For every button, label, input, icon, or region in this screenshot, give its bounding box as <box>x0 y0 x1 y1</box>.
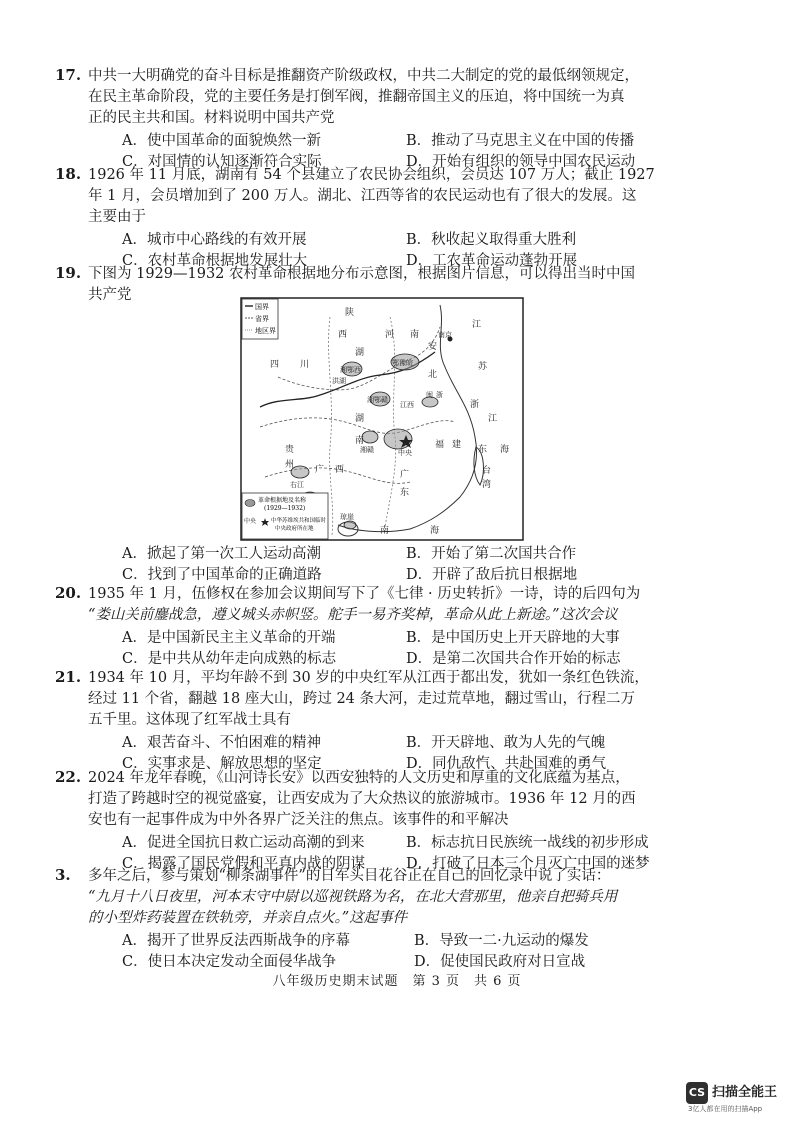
option-b: B．导致一二·九运动的爆发 <box>414 933 589 949</box>
option-c: C．使日本决定发动全面侵华战争 <box>122 954 337 970</box>
map-label: 福 <box>435 440 445 450</box>
question-22 <box>55 768 688 873</box>
map-label: 四 <box>270 360 280 370</box>
question-21 <box>55 668 688 773</box>
legend-country-border: 国界 <box>255 303 269 311</box>
question-text-line: “九月十八日夜里，河本末守中尉以巡视铁路为名，在北大营那里，他亲自把骑兵用 <box>88 889 618 905</box>
option-row <box>88 731 688 752</box>
option-b: B．推动了马克思主义在中国的传播 <box>406 133 635 149</box>
map-label: 南 <box>410 330 420 340</box>
map-label: 广 <box>400 470 410 480</box>
option-row <box>88 950 688 971</box>
base-label: 右江 <box>290 481 304 489</box>
question-text-line: 1935 年 1 月，伍修权在参加会议期间写下了《七律 · 历史转折》一诗，诗的后四句为 <box>88 586 641 602</box>
base-label: 湘鄂赣 <box>367 396 388 404</box>
question-text-line: 共产党 <box>88 287 132 303</box>
option-b: B．是中国历史上开天辟地的大事 <box>406 630 620 646</box>
question-23 <box>55 866 688 971</box>
question-text-line: 1926 年 11 月底，湖南有 54 个县建立了农民协会组织，会员达 107 万人；截止 1927 <box>88 167 655 183</box>
legend-base-title: 革命根据地及名称 <box>258 497 307 504</box>
question-number: 3. <box>55 866 71 884</box>
map-label: 建 <box>452 440 462 450</box>
option-b: B．标志抗日民族统一战线的初步形成 <box>406 835 649 851</box>
option-a: A．是中国新民主主义革命的开端 <box>122 630 336 646</box>
base-label: 洪湖 <box>332 377 346 385</box>
question-number: 21. <box>55 668 82 686</box>
map-label: 广 <box>315 465 325 475</box>
legend-base-years: (1929—1932) <box>264 505 306 512</box>
question-text-line: 多年之后，参与策划“柳条湖事件”的日军头目花谷正在自己的回忆录中说了实话： <box>88 868 611 884</box>
question-19-options <box>88 542 688 584</box>
base-label: 江西 <box>400 401 414 409</box>
map-label: 陕 <box>345 308 355 318</box>
question-text-line: 经过 11 个省，翻越 18 座大山，跨过 24 条大河，走过荒草地，翻过雪山，行程二万 <box>88 691 636 707</box>
question-text-line: “娄山关前鏖战急，遵义城头赤帜竖。舵手一易齐奖棹，革命从此上新途。”这次会议 <box>88 607 618 623</box>
legend-central-note-1: 中华苏维埃共和国临时 <box>271 518 327 524</box>
question-text-line: 正的民主共和国。材料说明中国共产党 <box>88 110 335 126</box>
map-label: 海 <box>500 445 510 455</box>
map-label: 湖 <box>355 348 365 358</box>
map-label: 北 <box>428 370 438 380</box>
map-label: 海 <box>430 526 440 536</box>
option-d: D．促使国民政府对日宣战 <box>414 954 586 970</box>
base-area-xianggan <box>362 431 378 443</box>
map-label: 西 <box>335 465 345 475</box>
revolutionary-base-map <box>240 297 524 541</box>
legend-region-border: 地区界 <box>255 327 276 335</box>
camscanner-logo-icon: CS <box>686 1082 708 1104</box>
option-c: C．对国情的认知逐渐符合实际 <box>122 154 322 170</box>
question-text-line: 1934 年 10 月，平均年龄不到 30 岁的中央红军从江西于都出发，犹如一条红色铁流， <box>88 670 649 686</box>
question-text-line: 年 1 月，会员增加到了 200 万人。湖北、江西等省的农民运动也有了很大的发展。这 <box>88 188 637 204</box>
question-number: 19. <box>55 264 82 282</box>
map-label: 川 <box>300 360 310 370</box>
option-row <box>88 542 688 563</box>
map-label: 州 <box>285 460 295 470</box>
option-d: D．打破了日本三个月灭亡中国的迷梦 <box>406 856 650 872</box>
map-label: 江 <box>488 414 498 424</box>
option-row <box>88 626 688 647</box>
option-c: C．是中共从幼年走向成熟的标志 <box>122 651 337 667</box>
option-d: D．开始有组织的领导中国农民运动 <box>406 154 636 170</box>
question-text-line: 中共一大明确党的奋斗目标是推翻资产阶级政权，中共二大制定的党的最低纲领规定， <box>88 68 639 84</box>
base-area-qiongya <box>344 521 356 529</box>
option-d: D．开辟了敌后抗日根据地 <box>406 567 578 583</box>
base-label: 琼崖 <box>340 513 354 521</box>
base-label: 闽 <box>426 391 433 399</box>
map-label: 贵 <box>285 445 295 455</box>
map-label: 浙 <box>470 400 480 410</box>
question-number: 20. <box>55 584 82 602</box>
question-text-line: 主要由于 <box>88 209 146 225</box>
option-c: C．揭露了国民党假和平真内战的阴谋 <box>122 856 366 872</box>
option-a: A．掀起了第一次工人运动高潮 <box>122 546 321 562</box>
option-a: A．揭开了世界反法西斯战争的序幕 <box>122 933 350 949</box>
map-label: 东 <box>478 445 488 455</box>
base-label: 湘赣 <box>360 446 374 454</box>
base-label: 鄂豫皖 <box>392 359 413 367</box>
option-a: A．促进全国抗日救亡运动高潮的到来 <box>122 835 365 851</box>
option-a: A．城市中心路线的有效开展 <box>122 232 307 248</box>
option-row <box>88 929 688 950</box>
option-row <box>88 228 688 249</box>
question-text-line: 安也有一起事件成为中外各界广泛关注的焦点。该事件的和平解决 <box>88 812 509 828</box>
question-text-line: 2024 年龙年春晚，《山河诗长安》以西安独特的人文历史和厚重的文化底蕴为基点， <box>88 770 630 786</box>
map-label: 台 <box>482 466 492 476</box>
map-label: 南 <box>380 526 390 536</box>
question-text-line: 五千里。这体现了红军战士具有 <box>88 712 291 728</box>
option-d: D．同仇敌忾、共赴国难的勇气 <box>406 756 607 772</box>
map-label: 苏 <box>478 362 488 372</box>
base-label: 中央 <box>398 449 412 457</box>
option-b: B．秋收起义取得重大胜利 <box>406 232 577 248</box>
map-label: 东 <box>400 488 410 498</box>
question-text-line: 在民主革命阶段，党的主要任务是打倒军阀，推翻帝国主义的压迫，将中国统一为真 <box>88 89 625 105</box>
question-17 <box>55 66 688 171</box>
base-label: 南京 <box>438 331 452 339</box>
option-a: A．使中国革命的面貌焕然一新 <box>122 133 321 149</box>
question-text-line: 的小型炸药装置在铁轨旁，并亲自点火。”这起事件 <box>88 910 408 926</box>
base-label: 湘鄂西 <box>340 366 361 374</box>
option-row <box>88 831 688 852</box>
legend-province-border: 省界 <box>255 315 269 323</box>
map-label: 南 <box>355 436 365 446</box>
map-label: 安 <box>428 342 438 352</box>
legend-central-note-2: 中央政府所在地 <box>275 526 314 532</box>
question-18 <box>55 165 688 270</box>
question-number: 17. <box>55 66 82 84</box>
option-c: C．实事求是、解放思想的坚定 <box>122 756 322 772</box>
option-d: D．工农革命运动蓬勃开展 <box>406 253 578 269</box>
option-row <box>88 129 688 150</box>
option-b: B．开始了第二次国共合作 <box>406 546 577 562</box>
option-row <box>88 563 688 584</box>
base-label: 浙 <box>436 391 443 399</box>
map-label: 河 <box>385 330 395 340</box>
option-row <box>88 647 688 668</box>
map-label: 湖 <box>355 414 365 424</box>
question-text-line: 打造了跨越时空的视觉盛宴，让西安成为了大众热议的旅游城市。1936 年 12 月的西 <box>88 791 636 807</box>
map-label: 江 <box>472 320 482 330</box>
map-label: 西 <box>338 330 348 340</box>
camscanner-name: 扫描全能王 <box>712 1085 778 1100</box>
option-a: A．艰苦奋斗、不怕困难的精神 <box>122 735 321 751</box>
option-c: C．找到了中国革命的正确道路 <box>122 567 322 583</box>
option-c: C．农村革命根据地发展壮大 <box>122 253 308 269</box>
option-b: B．开天辟地、敢为人先的气魄 <box>406 735 606 751</box>
question-number: 18. <box>55 165 82 183</box>
page-footer: 八年级历史期末试题 第 3 页 共 6 页 <box>272 974 522 989</box>
option-d: D．是第二次国共合作开始的标志 <box>406 651 621 667</box>
map-label: 湾 <box>482 480 492 490</box>
camscanner-tagline: 3亿人都在用的扫描App <box>688 1105 763 1113</box>
question-number: 22. <box>55 768 82 786</box>
question-20 <box>55 584 688 668</box>
question-text-line: 下图为 1929—1932 农村革命根据地分布示意图，根据图片信息，可以得出当时中国 <box>88 266 636 282</box>
legend-central-mark: 中央 <box>244 518 257 525</box>
